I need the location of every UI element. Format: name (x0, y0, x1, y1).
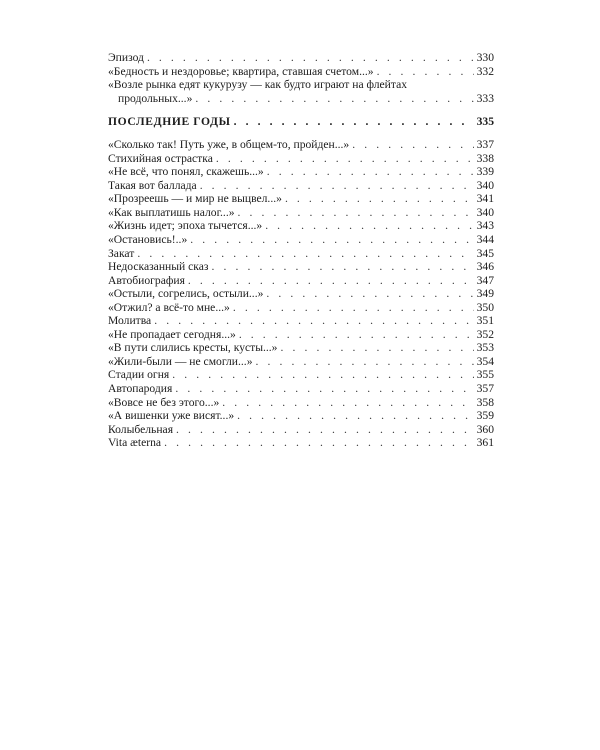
dot-leader (237, 409, 473, 423)
toc-entry (108, 382, 494, 396)
dot-leader (190, 233, 473, 247)
toc-entry (108, 260, 494, 274)
toc-entry-title: «В пути слились кресты, кусты...» (108, 341, 278, 355)
toc-entry-title: «Сколько так! Путь уже, в общем-то, пройден...» (108, 138, 350, 152)
toc-entry-page: 351 (476, 314, 494, 328)
toc-entry (108, 328, 494, 342)
dot-leader (352, 138, 473, 152)
dot-leader (377, 65, 474, 79)
toc-entry-page: 355 (476, 368, 494, 382)
toc-entry (108, 301, 494, 315)
toc-entry (108, 355, 494, 369)
toc-entry (108, 341, 494, 355)
section-heading (108, 115, 494, 129)
toc-entry (108, 219, 494, 233)
toc-entry (108, 314, 494, 328)
toc-entry-title: Закат (108, 246, 135, 260)
toc-entry-title: Колыбельная (108, 422, 174, 436)
toc-entry-title: «Жили-были — не смогли...» (108, 354, 253, 368)
dot-leader (239, 328, 474, 342)
dot-leader (188, 274, 474, 288)
toc-entry (108, 274, 494, 288)
toc-entry-title: «Остыли, согрелись, остыли...» (108, 287, 264, 301)
toc-entry-page: 341 (476, 192, 494, 206)
toc-entry-page: 346 (476, 260, 494, 274)
dot-leader (238, 206, 474, 220)
toc-entries-list (108, 138, 494, 450)
dot-leader (265, 219, 473, 233)
toc-entry-title: «А вишенки уже висят...» (108, 409, 235, 423)
toc-entry-title-line2: продольных...» (118, 91, 193, 105)
toc-entry-page: 358 (476, 395, 494, 409)
toc-entry-page: 330 (476, 51, 494, 64)
dot-leader (266, 287, 473, 301)
toc-entry-title: Стадии огня (108, 368, 170, 382)
toc-entry-title: Стихийная острастка (108, 151, 213, 165)
toc-entry-multiline (108, 78, 494, 105)
toc-entry-page: 350 (476, 300, 494, 314)
toc-entry-title: «Отжил? а всё-то мне...» (108, 300, 230, 314)
dot-leader (176, 423, 474, 437)
dot-leader (256, 355, 474, 369)
dot-leader (137, 247, 473, 261)
toc-entry (108, 436, 494, 450)
dot-leader (172, 368, 473, 382)
dot-leader (233, 301, 474, 315)
toc-entry-page: 340 (476, 178, 494, 192)
toc-entry-title: Такая вот баллада (108, 178, 197, 192)
toc-entry-page: 354 (476, 354, 494, 368)
dot-leader (195, 92, 473, 106)
toc-entry-title: Автопародия (108, 382, 173, 396)
toc-entry-page: 347 (476, 273, 494, 287)
toc-entry (108, 396, 494, 410)
toc-entry (108, 179, 494, 193)
toc-entry (108, 51, 494, 65)
toc-entry (108, 247, 494, 261)
toc-entry-page: 352 (476, 327, 494, 341)
toc-entry-title: Автобиография (108, 273, 185, 287)
dot-leader (234, 115, 474, 129)
toc-entry (108, 138, 494, 152)
toc-entry (108, 192, 494, 206)
toc-entry-page: 357 (476, 382, 494, 396)
toc-entry (108, 287, 494, 301)
toc-entry-title: «Вовсе не без этого...» (108, 395, 220, 409)
toc-entry (108, 368, 494, 382)
dot-leader (267, 165, 474, 179)
toc-entry-title: «Не пропадает сегодня...» (108, 327, 236, 341)
dot-leader (280, 341, 473, 355)
toc-entry (108, 233, 494, 247)
toc-entry-page: 332 (476, 64, 494, 78)
toc-entry-title-line1: «Возле рынка едят кукурузу — как будто играют на флейтах (108, 78, 408, 92)
toc-entry-page: 333 (476, 91, 494, 105)
toc-entry (108, 65, 494, 79)
toc-entry-page: 349 (476, 287, 494, 301)
toc-entry-title: Молитва (108, 314, 152, 328)
section-page: 335 (476, 115, 494, 129)
toc-entry-page: 338 (476, 151, 494, 165)
dot-leader (147, 51, 474, 65)
toc-entry-title: Недосказанный сказ (108, 260, 209, 274)
toc-entry (108, 206, 494, 220)
toc-entry (108, 423, 494, 437)
dot-leader (222, 396, 473, 410)
toc-entry (108, 409, 494, 423)
section-title: ПОСЛЕДНИЕ ГОДЫ (108, 115, 231, 129)
toc-entry-page: 360 (476, 422, 494, 436)
dot-leader (200, 179, 474, 193)
toc-entry-page: 359 (476, 409, 494, 423)
dot-leader (154, 314, 473, 328)
toc-entry-title: «Как выплатишь налог...» (108, 205, 235, 219)
toc-entry (108, 152, 494, 166)
dot-leader (164, 436, 474, 450)
dot-leader (216, 152, 474, 166)
toc-entry-page: 339 (476, 165, 494, 179)
toc-entry-title: «Жизнь идет; эпоха тычется...» (108, 219, 263, 233)
toc-entry-page: 361 (476, 436, 494, 450)
dot-leader (285, 192, 474, 206)
toc-entry-title-line2-row (108, 92, 494, 106)
toc-entry-page: 343 (476, 219, 494, 233)
toc-entry-title: «Бедность и нездоровье; квартира, ставшая счетом...» (108, 64, 374, 78)
toc-entry-title: «Остановись!..» (108, 233, 188, 247)
dot-leader (211, 260, 473, 274)
toc-entry-title: «Не всё, что понял, скажешь...» (108, 165, 264, 179)
dot-leader (175, 382, 473, 396)
toc-entry-page: 345 (476, 246, 494, 260)
toc-entry-title: Vita æterna (108, 436, 162, 450)
table-of-contents (108, 51, 494, 450)
toc-entry-page: 340 (476, 205, 494, 219)
toc-entry (108, 165, 494, 179)
toc-entry-title: Эпизод (108, 51, 144, 64)
toc-entry-page: 337 (476, 138, 494, 152)
toc-entry-title: «Прозреешь — и мир не выцвел...» (108, 192, 282, 206)
toc-entry-page: 353 (476, 341, 494, 355)
toc-entry-page: 344 (476, 233, 494, 247)
